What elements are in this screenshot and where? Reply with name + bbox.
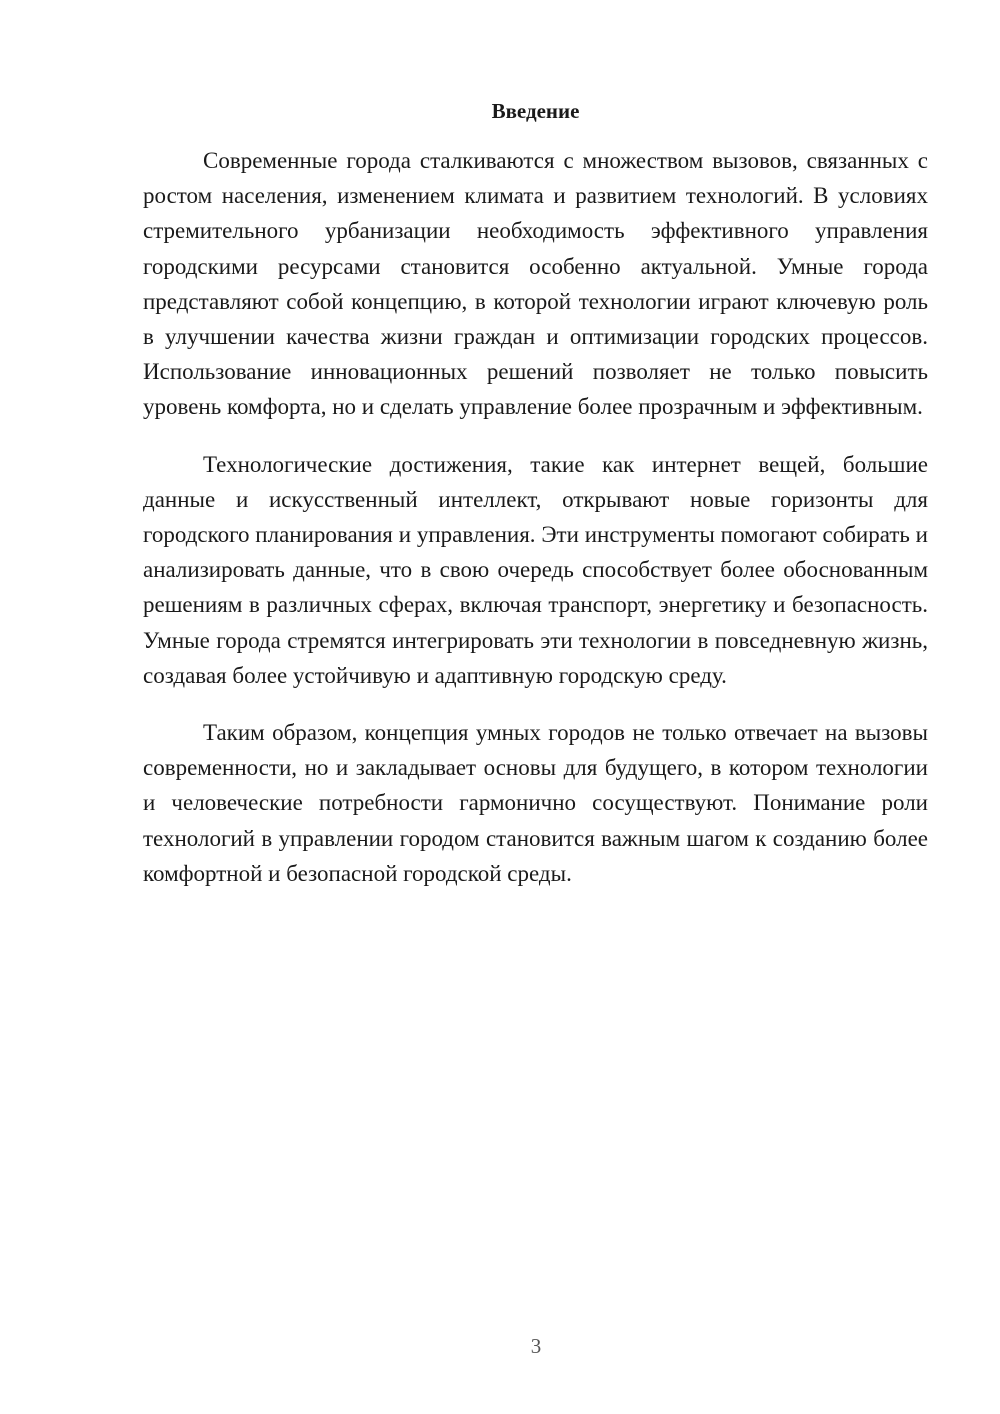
- paragraph-technologies: Технологические достижения, такие как интернет вещей, большие данные и искусственный интеллект, открывают новые горизонты для городского планирования и управления. Эти инструменты помогают собирать и анализировать данные, что в свою очередь способствует более обоснованным решениям в различных сферах, включая транспорт, энергетику и безопасность. Умные города стремятся интегрировать эти технологии в повседневную жизнь, создавая более устойчивую и адаптивную городскую среду.: [143, 451, 928, 688]
- paragraph-intro: Современные города сталкиваются с множеством вызовов, связанных с ростом населения, изменением климата и развитием технологий. В условиях стремительного урбанизации необходимость эффективного управления городскими ресурсами становится особенно актуальной. Умные города представляют собой концепцию, в которой технологии играют ключевую роль в улучшении качества жизни граждан и оптимизации городских процессов. Использование инновационных решений позволяет не только повысить уровень комфорта, но и сделать управление более прозрачным и эффективным.: [143, 148, 928, 420]
- page-number: 3: [530, 1334, 542, 1358]
- section-heading: Введение: [491, 99, 580, 123]
- paragraph-conclusion: Таким образом, концепция умных городов не только отвечает на вызовы современности, но и закладывает основы для будущего, в котором технологии и человеческие потребности гармонично сосуществуют. Понимание роли технологий в управлении городом становится важным шагом к созданию более комфортной и безопасной городской среды.: [143, 720, 928, 886]
- body-text: [143, 143, 928, 913]
